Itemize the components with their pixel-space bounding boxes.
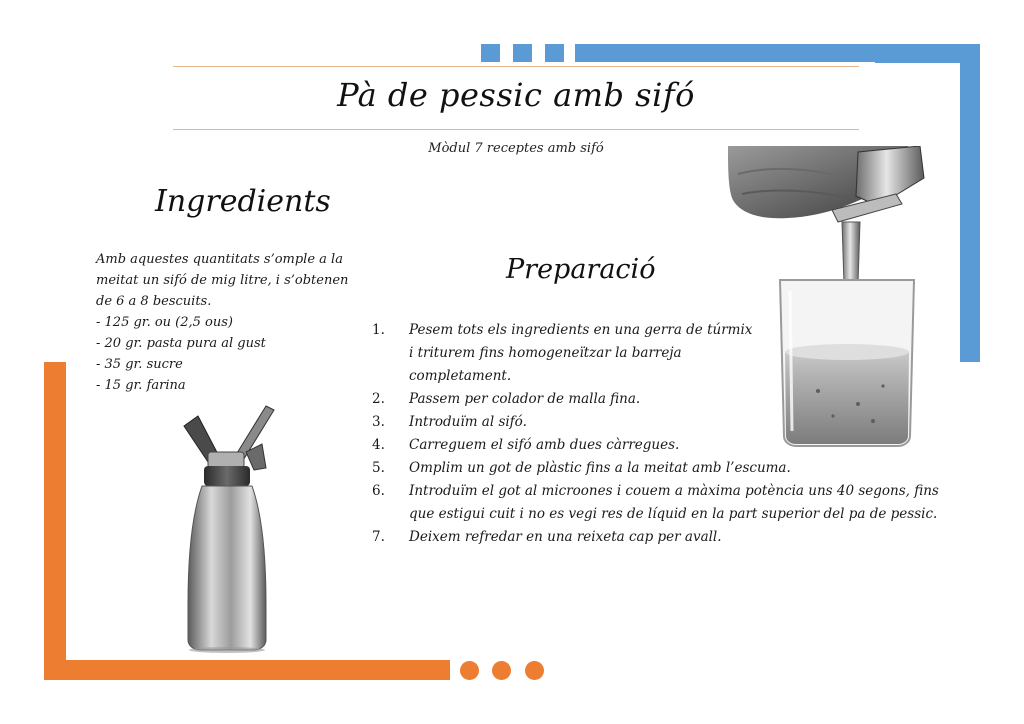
orange-frame-bottom bbox=[44, 660, 450, 680]
step-number: 6. bbox=[372, 483, 385, 499]
orange-frame-left bbox=[44, 362, 66, 680]
orange-dot-decoration bbox=[492, 661, 511, 680]
list-item bbox=[372, 319, 942, 388]
ingredients-heading: Ingredients bbox=[155, 184, 331, 219]
page-subtitle: Mòdul 7 receptes amb sifó bbox=[428, 141, 604, 156]
list-item bbox=[372, 457, 942, 480]
page-title: Pà de pessic amb sifó bbox=[337, 76, 695, 114]
list-item bbox=[372, 411, 942, 434]
title-rule-top bbox=[173, 66, 859, 67]
step-number: 3. bbox=[372, 414, 385, 430]
step-number: 2. bbox=[372, 391, 385, 407]
step-text: Passem per colador de malla fina. bbox=[409, 391, 641, 407]
orange-dot-decoration bbox=[525, 661, 544, 680]
preparation-steps bbox=[372, 319, 942, 549]
blue-frame-top bbox=[575, 44, 980, 63]
step-number: 1. bbox=[372, 322, 385, 338]
step-text: Carreguem el sifó amb dues càrregues. bbox=[409, 437, 680, 453]
ingredients-intro: Amb aquestes quantitats s’omple a la meitat un sifó de mig litre, i s’obtenen de 6 a 8 bescuits. bbox=[96, 252, 349, 309]
blue-square-decoration bbox=[513, 44, 532, 63]
blue-square-decoration bbox=[481, 44, 500, 63]
step-number: 4. bbox=[372, 437, 385, 453]
list-item bbox=[372, 434, 942, 457]
list-item bbox=[372, 526, 942, 549]
list-item bbox=[372, 480, 942, 526]
ingredient-item: - 35 gr. sucre bbox=[96, 357, 183, 372]
step-number: 7. bbox=[372, 529, 385, 545]
blue-frame-right bbox=[960, 44, 980, 362]
step-number: 5. bbox=[372, 460, 385, 476]
blue-square-decoration bbox=[545, 44, 564, 63]
list-item bbox=[372, 388, 942, 411]
ingredient-item: - 15 gr. farina bbox=[96, 378, 186, 393]
title-rule-bottom bbox=[173, 129, 859, 130]
step-text: Pesem tots els ingredients en una gerra de túrmix i triturem fins homogeneïtzar la barreja completament. bbox=[409, 322, 753, 384]
ingredients-list bbox=[96, 312, 266, 396]
ingredient-item: - 125 gr. ou (2,5 ous) bbox=[96, 315, 233, 330]
preparation-heading: Preparació bbox=[506, 254, 656, 285]
step-text: Introduïm el got al microones i couem a màxima potència uns 40 segons, fins que estigui cuit i no es vegi res de líquid en la part superior del pa de pessic. bbox=[409, 483, 939, 522]
step-text: Introduïm al sifó. bbox=[409, 414, 527, 430]
step-text: Deixem refredar en una reixeta cap per avall. bbox=[409, 529, 722, 545]
step-text: Omplim un got de plàstic fins a la meitat amb l’escuma. bbox=[409, 460, 791, 476]
orange-dot-decoration bbox=[460, 661, 479, 680]
siphon-bottle-photo bbox=[170, 404, 290, 654]
ingredient-item: - 20 gr. pasta pura al gust bbox=[96, 336, 266, 351]
